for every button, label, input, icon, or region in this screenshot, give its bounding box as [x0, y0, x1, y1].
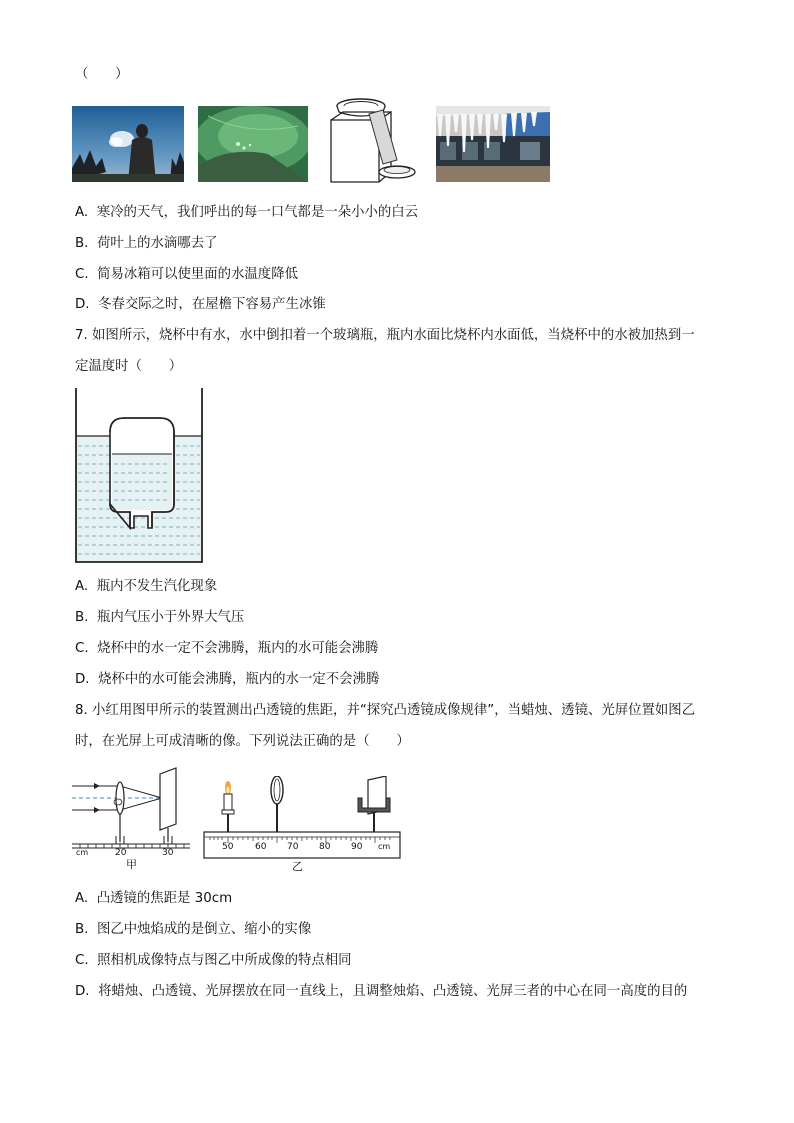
q7-option-c: C. 烧杯中的水一定不会沸腾，瓶内的水可能会沸腾 [75, 641, 379, 656]
q6-option-a: A. 寒冷的天气，我们呼出的每一口气都是一朵小小的白云 [75, 205, 419, 220]
jia-tick-30: 30 [162, 848, 174, 858]
q8-option-d: D. 将蜡烛、凸透镜、光屏摆放在同一直线上，且调整烛焰、凸透镜、光屏三者的中心在同一高度的目的 [75, 984, 688, 999]
jia-tick-20: 20 [115, 848, 127, 858]
beaker-bottle-diagram [72, 388, 206, 566]
icicles-photo [436, 106, 550, 182]
q8-stem-line1: 8. 小红用图甲所示的装置测出凸透镜的焦距，并“探究凸透镜成像规律”，当蜡烛、透镜、光屏位置如图乙 [75, 703, 696, 718]
q8-option-b: B. 图乙中烛焰成的是倒立、缩小的实像 [75, 922, 312, 937]
lotus-leaf-photo [198, 106, 308, 182]
breath-cloud-photo [72, 106, 184, 182]
q6-option-d: D. 冬春交际之时，在屋檐下容易产生冰锥 [75, 297, 326, 312]
q7-stem-line1: 7. 如图所示，烧杯中有水，水中倒扣着一个玻璃瓶，瓶内水面比烧杯内水面低，当烧杯中的水被加热到一 [75, 328, 695, 343]
q6-option-b: B. 荷叶上的水滴哪去了 [75, 236, 218, 251]
figure-jia-focal-length [72, 764, 192, 876]
q7-stem-line2: 定温度时（ ） [75, 359, 183, 374]
jia-unit-label: cm [76, 848, 89, 857]
figure-yi-optical-bench [200, 776, 404, 876]
q8-option-a: A. 凸透镜的焦距是 30cm [75, 891, 233, 906]
yi-tick-60: 60 [255, 842, 267, 852]
q7-option-d: D. 烧杯中的水可能会沸腾，瓶内的水一定不会沸腾 [75, 672, 380, 687]
yi-tick-50: 50 [222, 842, 234, 852]
q6-stem-tail: （ ） [75, 67, 129, 82]
simple-fridge-diagram [325, 96, 417, 190]
q8-stem-line2: 时，在光屏上可成清晰的像。下列说法正确的是（ ） [75, 734, 410, 749]
yi-tick-70: 70 [287, 842, 299, 852]
yi-caption: 乙 [292, 860, 303, 873]
jia-caption: 甲 [126, 858, 137, 871]
yi-unit-label: cm [378, 842, 391, 851]
q7-option-a: A. 瓶内不发生汽化现象 [75, 579, 218, 594]
q7-option-b: B. 瓶内气压小于外界大气压 [75, 610, 245, 625]
yi-tick-90: 90 [351, 842, 363, 852]
q8-option-c: C. 照相机成像特点与图乙中所成像的特点相同 [75, 953, 352, 968]
yi-tick-80: 80 [319, 842, 331, 852]
q6-option-c: C. 简易冰箱可以使里面的水温度降低 [75, 267, 298, 282]
